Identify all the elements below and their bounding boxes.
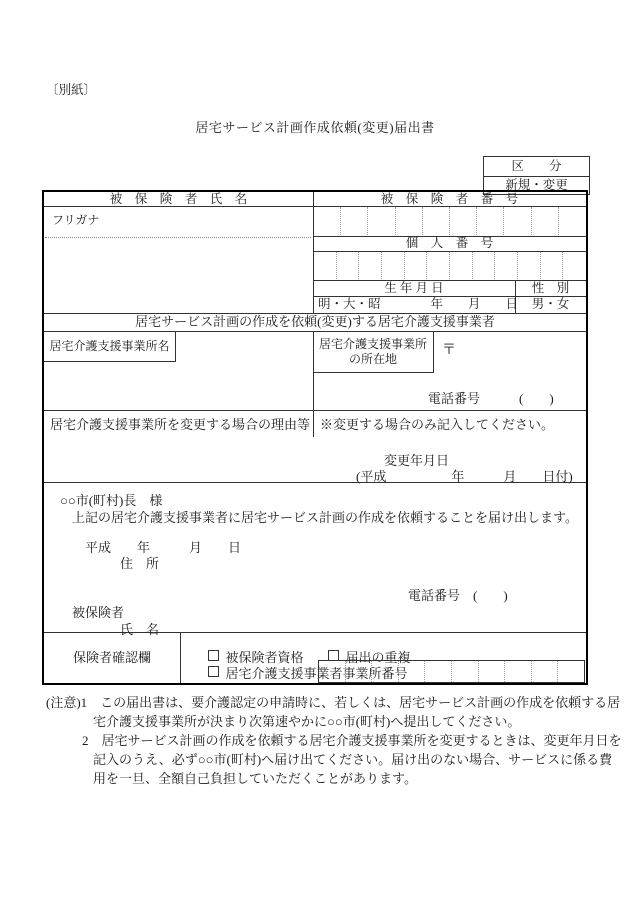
gender-value: 男・女 bbox=[531, 297, 570, 311]
check2-label: 届出の重複 bbox=[345, 650, 411, 665]
declarant-name-label: 氏 名 bbox=[120, 622, 160, 637]
gender-header: 性 別 bbox=[531, 281, 570, 295]
declaration-phone-label: 電話番号 ( ) bbox=[408, 588, 508, 603]
divider bbox=[44, 410, 586, 411]
digit-cell bbox=[367, 207, 394, 235]
provider-section-header: 居宅サービス計画の作成を依頼(変更)する居宅介護支援事業者 bbox=[135, 314, 495, 329]
digit-cell bbox=[540, 252, 563, 279]
digit-cell bbox=[345, 661, 372, 682]
digit-cell bbox=[472, 252, 495, 279]
digit-cell bbox=[503, 207, 530, 235]
digit-cell bbox=[398, 661, 425, 682]
digit-cell bbox=[476, 207, 503, 235]
note-line-5: 用を一旦、全額自己負担していただくことがあります。 bbox=[93, 771, 417, 786]
address-label: 住 所 bbox=[120, 556, 160, 571]
insured-number-header: 被 保 険 者 番 号 bbox=[380, 192, 519, 206]
digit-cell bbox=[494, 252, 517, 279]
check1-label: 被保険者資格 bbox=[225, 650, 304, 665]
digit-cell bbox=[478, 661, 505, 682]
declaration-date-line: 平成 年 月 日 bbox=[85, 540, 242, 555]
insured-name-header: 被 保 険 者 氏 名 bbox=[109, 192, 248, 206]
insurer-confirmation-label: 保険者確認欄 bbox=[72, 650, 151, 665]
digit-cell bbox=[562, 252, 585, 279]
digit-cell bbox=[358, 252, 381, 279]
digit-cell bbox=[381, 252, 404, 279]
note-line-3: 2 居宅サービス計画の作成を依頼する居宅介護支援事業所を変更するときは、変更年月日を bbox=[82, 733, 622, 748]
furigana-label: フリガナ bbox=[52, 213, 100, 227]
dob-header: 生 年 月 日 bbox=[384, 281, 444, 295]
attachment-label: 〔別紙〕 bbox=[46, 83, 97, 97]
digit-cell bbox=[314, 252, 336, 279]
note-line-2: 宅介護支援事業所が決まり次第速やかに○○市(町村)へ提出してください。 bbox=[93, 714, 521, 729]
digit-cell bbox=[449, 252, 472, 279]
office-name-label-box bbox=[44, 331, 176, 362]
digit-cell bbox=[371, 661, 398, 682]
digit-cell bbox=[319, 661, 345, 682]
digit-cell bbox=[340, 207, 367, 235]
office-address-label-box bbox=[313, 331, 434, 373]
digit-cell bbox=[557, 661, 584, 682]
digit-cell bbox=[504, 661, 531, 682]
digit-cell bbox=[336, 252, 359, 279]
provider-phone-label: 電話番号 ( ) bbox=[428, 391, 554, 406]
digit-cell bbox=[426, 252, 449, 279]
digit-cell bbox=[451, 661, 478, 682]
digit-cell bbox=[517, 252, 540, 279]
change-date-label: 変更年月日 bbox=[384, 453, 450, 468]
postal-mark: 〒 bbox=[442, 343, 456, 358]
digit-cell bbox=[422, 207, 449, 235]
addressee: ○○市(町村)長 様 bbox=[60, 493, 163, 508]
form-title: 居宅サービス計画作成依頼(変更)届出書 bbox=[195, 120, 435, 135]
declarant-insured-label: 被保険者 bbox=[72, 605, 125, 620]
digit-cell bbox=[558, 207, 585, 235]
change-only-note: ※変更する場合のみ記入してください。 bbox=[320, 417, 555, 432]
category-value: 新規・変更 bbox=[484, 176, 589, 194]
check3-label: 居宅介護支援事業者事業所番号 bbox=[225, 666, 408, 681]
personal-number-grid bbox=[314, 252, 585, 279]
furigana-divider bbox=[45, 237, 311, 238]
main-table bbox=[42, 190, 588, 685]
change-reason-label: 居宅介護支援事業所を変更する場合の理由等 bbox=[50, 417, 311, 432]
digit-cell bbox=[531, 661, 558, 682]
note-line-1: (注意)1 この届出書は、要介護認定の申請時に、若しくは、居宅サービス計画の作成を依頼する居 bbox=[46, 695, 621, 710]
office-name-label: 居宅介護支援事業所名 bbox=[49, 338, 170, 353]
divider bbox=[313, 410, 314, 437]
confirmation-check-line1 bbox=[188, 635, 411, 665]
personal-number-header: 個 人 番 号 bbox=[405, 236, 494, 250]
office-address-label-line1: 居宅介護支援事業所 bbox=[318, 336, 427, 351]
office-number-grid bbox=[318, 660, 585, 683]
digit-cell bbox=[404, 252, 427, 279]
checkbox-office-number bbox=[208, 666, 219, 677]
office-address-label-line2: の所在地 bbox=[348, 351, 397, 366]
declaration-body: 上記の居宅介護支援事業者に居宅サービス計画の作成を依頼することを届け出します。 bbox=[72, 510, 578, 525]
category-header: 区 分 bbox=[511, 159, 562, 173]
digit-cell bbox=[395, 207, 422, 235]
digit-cell bbox=[424, 661, 451, 682]
dob-era-row: 明・大・昭 年 月 日 bbox=[318, 297, 519, 311]
note-line-4: 記入のうえ、必ず○○市(町村)へ届け出てください。届け出のない場合、サービスに係る費 bbox=[93, 752, 613, 767]
digit-cell bbox=[531, 207, 558, 235]
digit-cell bbox=[314, 207, 340, 235]
digit-cell bbox=[449, 207, 476, 235]
change-date-format: (平成 年 月 日付) bbox=[356, 469, 573, 484]
insured-number-grid bbox=[314, 207, 585, 235]
divider bbox=[180, 632, 181, 683]
